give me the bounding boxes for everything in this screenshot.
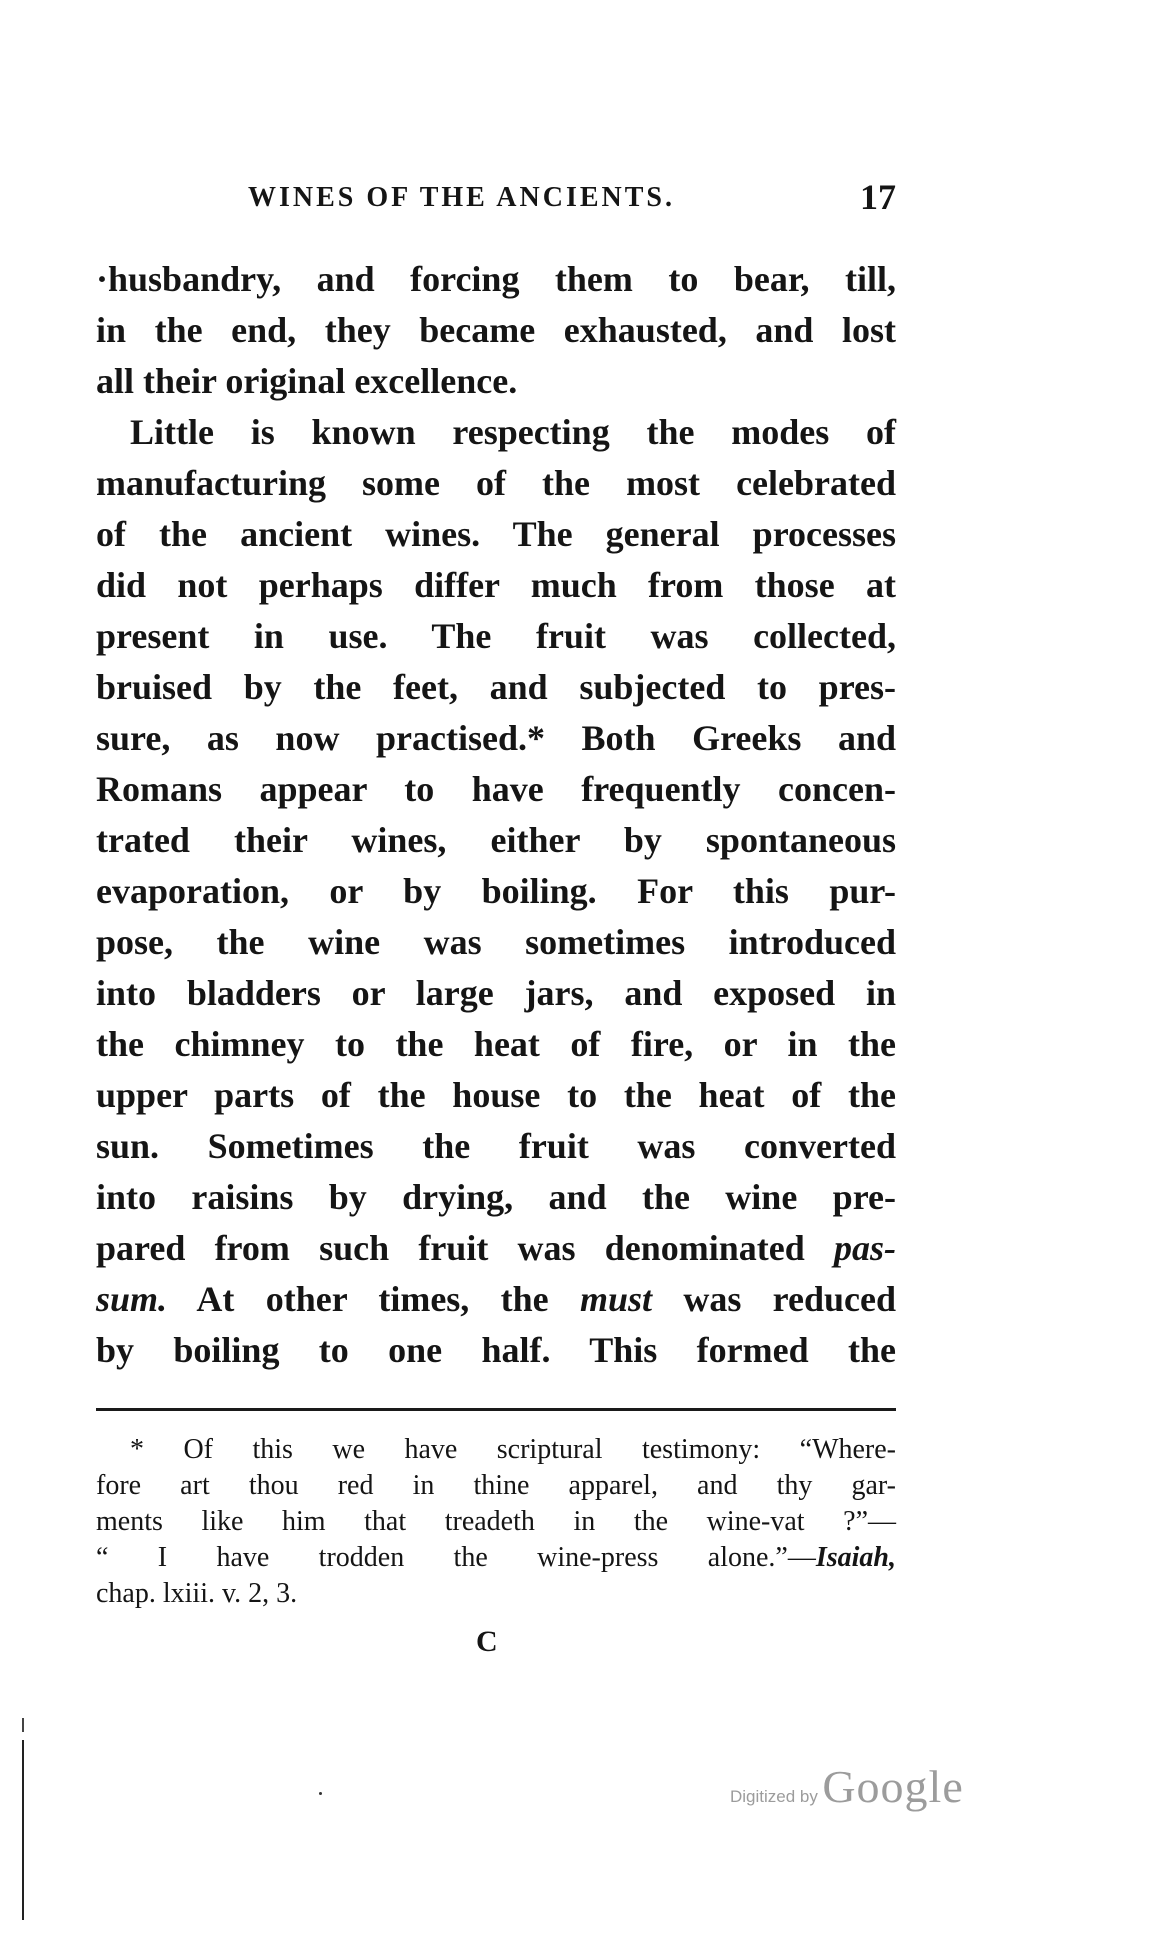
running-head — [96, 176, 896, 226]
text-line: evaporation, or by boiling. For this pur- — [96, 871, 896, 911]
watermark-brand: Google — [822, 1761, 964, 1812]
text-line: by boiling to one half. This formed the — [96, 1330, 896, 1370]
footnote-rule — [96, 1408, 896, 1411]
italic-word: must — [579, 1279, 653, 1319]
text-line: did not perhaps differ much from those at — [96, 565, 896, 605]
footnote-line: chap. lxiii. v. 2, 3. — [96, 1578, 298, 1609]
text-line: present in use. The fruit was collected, — [96, 616, 896, 656]
text-line: pose, the wine was sometimes introduced — [96, 922, 896, 962]
running-title: WINES OF THE ANCIENTS. — [248, 182, 675, 213]
italic-word: pas- — [834, 1228, 896, 1268]
text-segment: “ I have trodden the wine-press alone.”— — [96, 1542, 816, 1573]
text-line: Little is known respecting the modes of — [130, 412, 896, 452]
text-line-with-italic — [96, 1274, 896, 1325]
scan-artifact — [22, 1718, 24, 1732]
body-text — [96, 254, 896, 1376]
text-line: in the end, they became exhausted, and lost — [96, 310, 896, 350]
italic-word: sum. — [96, 1279, 168, 1319]
footnote — [96, 1432, 896, 1612]
text-line: into raisins by drying, and the wine pre- — [96, 1177, 896, 1217]
text-line: ·husbandry, and forcing them to bear, till, — [96, 259, 896, 299]
italic-citation: Isaiah, — [815, 1542, 896, 1573]
google-watermark — [730, 1760, 964, 1813]
text-segment: pared from such fruit was denominated — [96, 1228, 805, 1268]
text-line: of the ancient wines. The general processes — [96, 514, 896, 554]
watermark-prefix: Digitized by — [730, 1787, 818, 1806]
footnote-line-with-italic — [96, 1540, 896, 1576]
text-line: sun. Sometimes the fruit was converted — [96, 1126, 896, 1166]
text-line: sure, as now practised.* Both Greeks and — [96, 718, 896, 758]
text-line: upper parts of the house to the heat of the — [96, 1075, 896, 1115]
text-line-with-italic — [96, 1223, 896, 1274]
scan-artifact — [22, 1740, 24, 1920]
text-line: bruised by the feet, and subjected to pres- — [96, 667, 896, 707]
text-line: manufacturing some of the most celebrated — [96, 463, 896, 503]
text-line: Romans appear to have frequently concen- — [96, 769, 896, 809]
footnote-line: fore art thou red in thine apparel, and thy gar- — [96, 1470, 896, 1501]
signature-mark: C — [476, 1625, 498, 1658]
footnote-line: ments like him that treadeth in the wine-vat ?”— — [96, 1506, 896, 1537]
text-segment: was reduced — [683, 1279, 897, 1319]
scan-speck — [319, 1792, 322, 1795]
text-line: all their original excellence. — [96, 361, 518, 401]
text-segment: At other times, the — [196, 1279, 549, 1319]
text-line: trated their wines, either by spontaneous — [96, 820, 896, 860]
page-number: 17 — [860, 177, 896, 217]
text-line: the chimney to the heat of fire, or in the — [96, 1024, 896, 1064]
text-line: into bladders or large jars, and exposed in — [96, 973, 896, 1013]
footnote-line: * Of this we have scriptural testimony: “Where- — [130, 1434, 896, 1465]
